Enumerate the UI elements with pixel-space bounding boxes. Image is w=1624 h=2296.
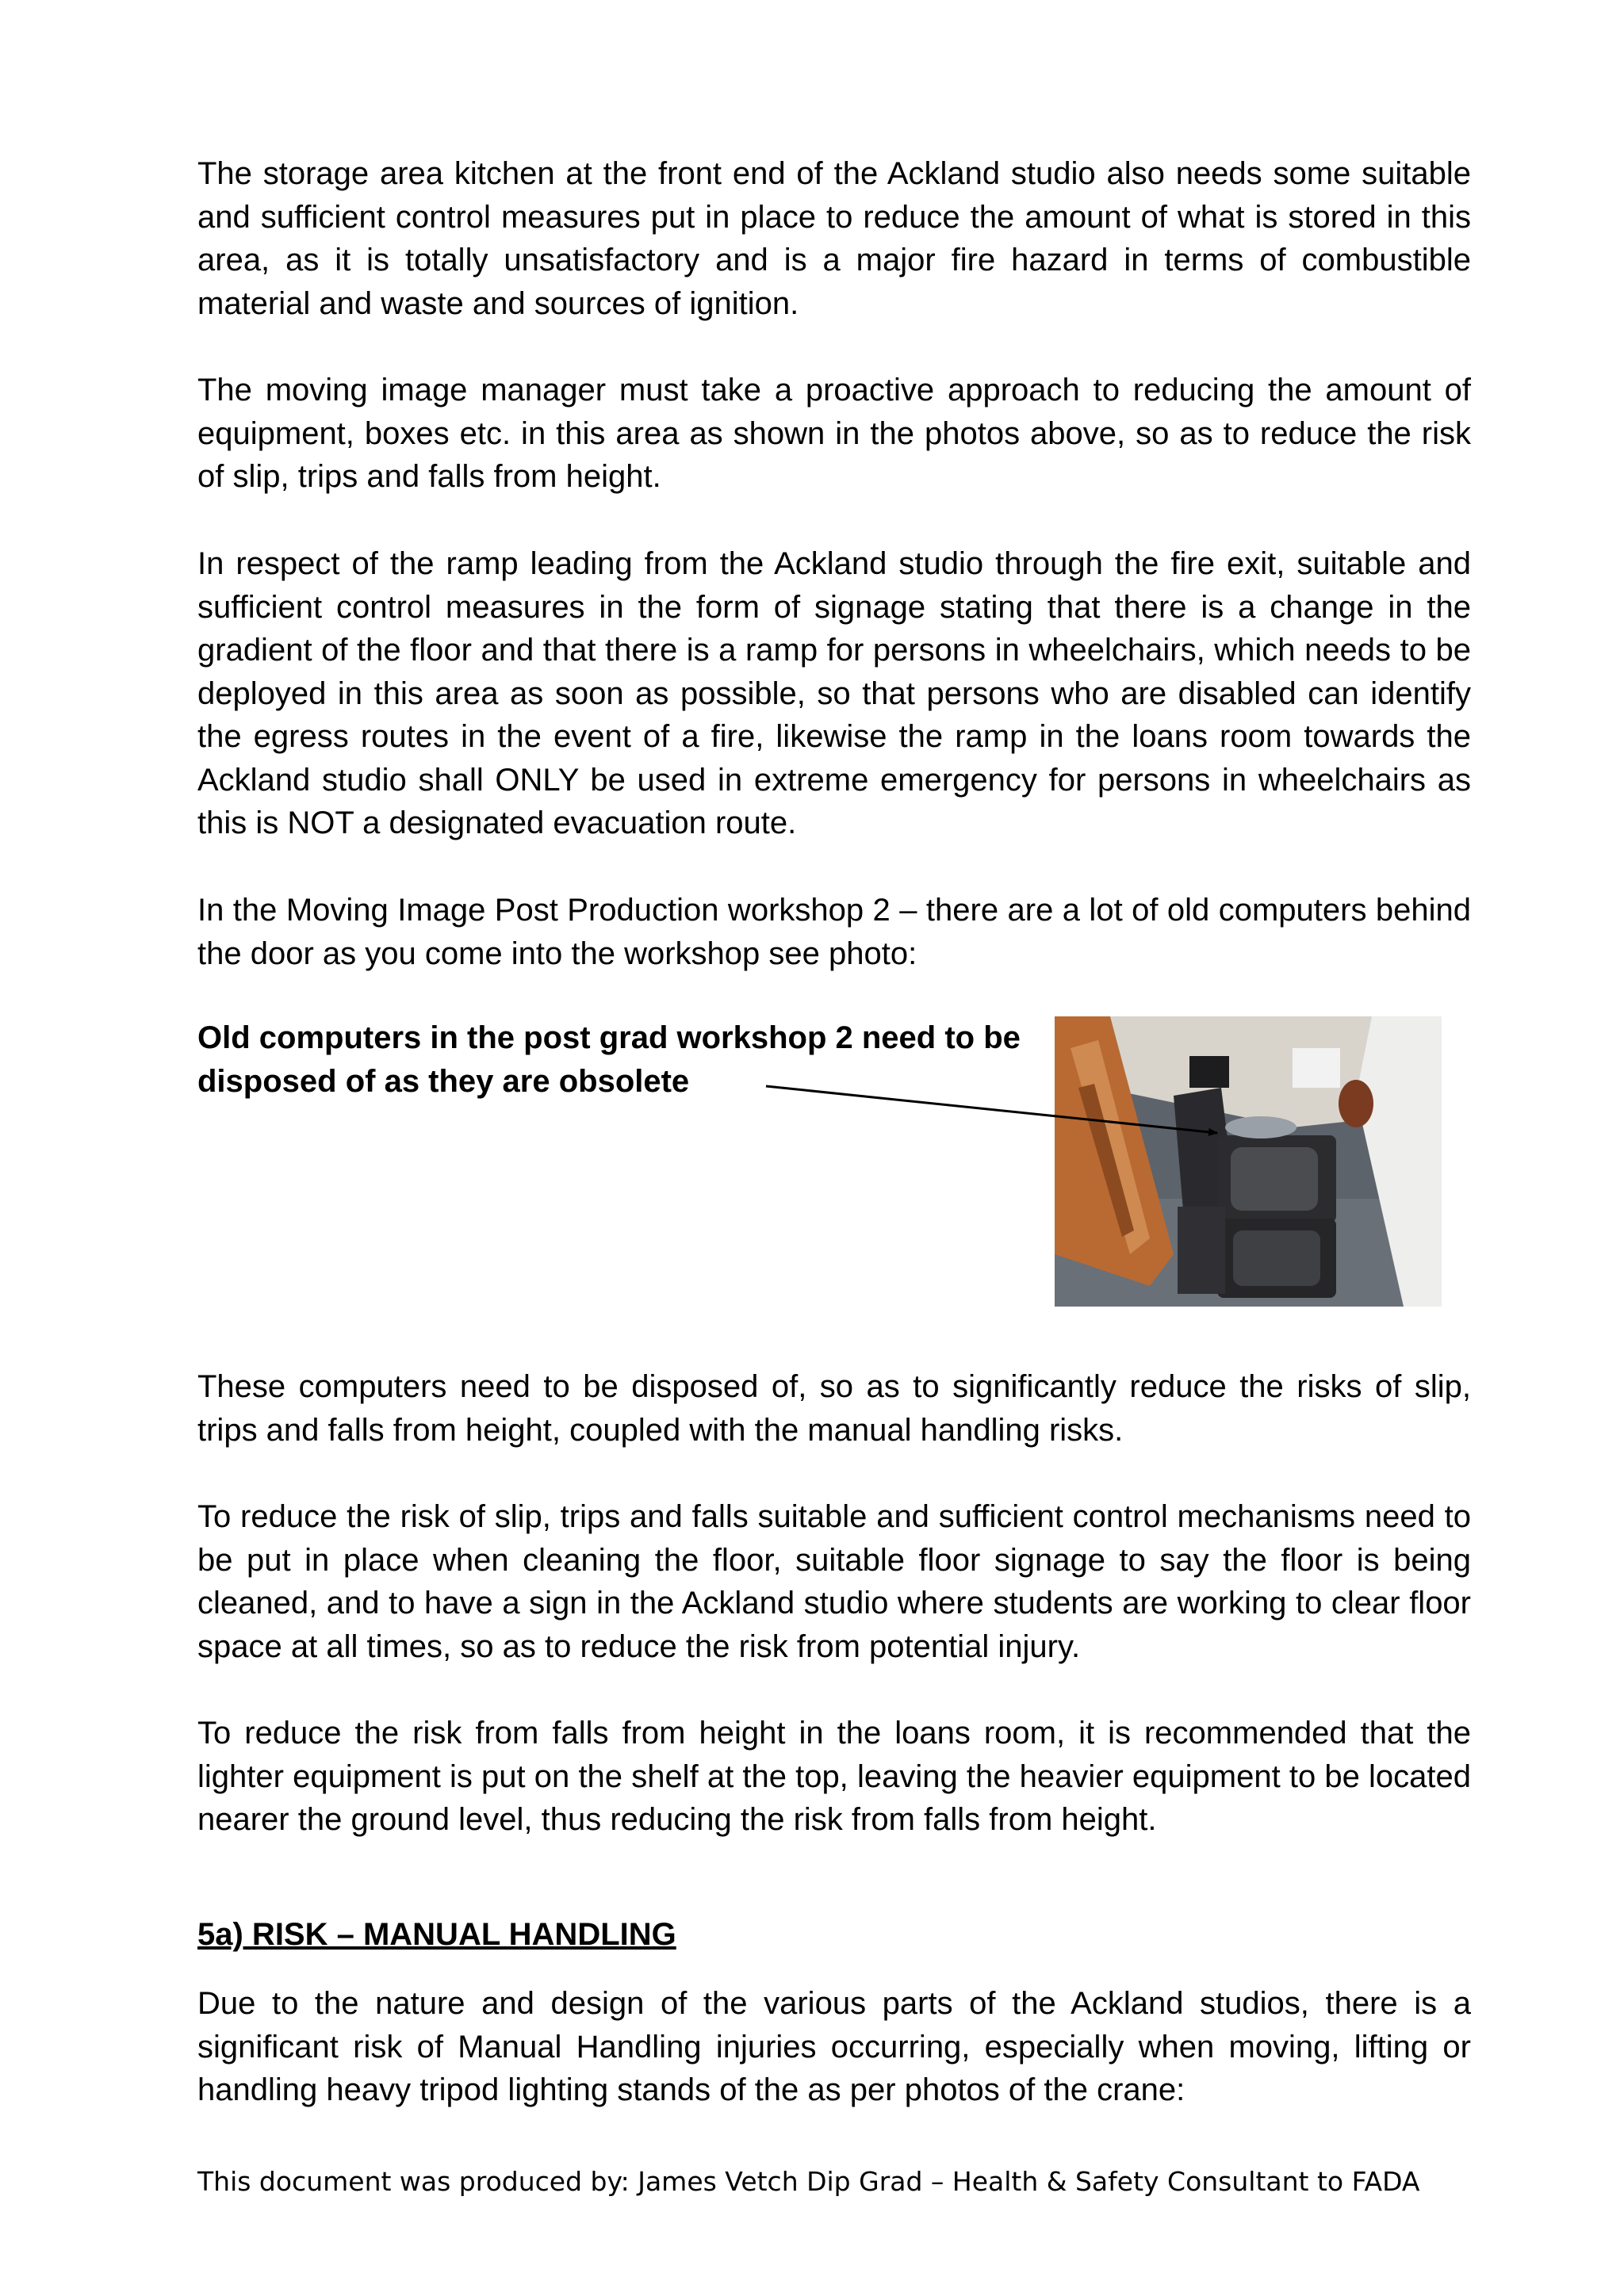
paragraph-ramp: In respect of the ramp leading from the Ackland studio through the fire exit, suitable and sufficient control measures in the form of signage stating that there is a change in the gradient of the floor and that there is a ramp for persons in wheelchairs, which needs to be deployed in this area as soon as possible, so that persons who are disabled can identify the egress routes in the event of a fire, likewise the ramp in the loans room towards the Ackland studio shall ONLY be used in extreme emergency for persons in wheelchairs as this is NOT a designated evacuation route. [197,546,1471,840]
paragraph-floor-cleaning: To reduce the risk of slip, trips and falls suitable and sufficient control mechanisms need to be put in place when cleaning the floor, suitable floor signage to say the floor is being cleaned, and to have a sign in the Ackland studio where students are working to clear floor space at all times, so as to reduce the risk from potential injury. [197,1499,1471,1664]
page-footer: This document was produced by: James Vetch Dip Grad – Health & Safety Consultant to FADA [197,2166,1420,2197]
paragraph-storage-kitchen: The storage area kitchen at the front end of the Ackland studio also needs some suitable and sufficient control measures put in place to reduce the amount of what is stored in this area, as it is totally unsatisfactory and is a major fire hazard in terms of combustible material and waste and sources of ignition. [197,156,1471,321]
paragraph-workshop-2: In the Moving Image Post Production workshop 2 – there are a lot of old computers behind the door as you come into the workshop see photo: [197,893,1471,971]
section-heading: 5a) RISK – MANUAL HANDLING [197,1917,676,1952]
paragraph-loans-room: To reduce the risk from falls from height in the loans room, it is recommended that the lighter equipment is put on the shelf at the top, leaving the heavier equipment to be located nearer the ground level, thus reducing the risk from falls from height. [197,1716,1471,1837]
old-computers-photo [1055,1016,1442,1307]
paragraph-dispose-computers: These computers need to be disposed of, so as to significantly reduce the risks of slip, trips and falls from height, coupled with the manual handling risks. [197,1369,1471,1448]
paragraph-moving-image-manager: The moving image manager must take a proactive approach to reducing the amount of equipment, boxes etc. in this area as shown in the photos above, so as to reduce the risk of slip, trips and falls from height. [197,373,1471,494]
photo-caption: Old computers in the post grad workshop 2 need to be disposed of as they are obsolete [197,1020,1021,1099]
paragraph-manual-handling: Due to the nature and design of the various parts of the Ackland studios, there is a significant risk of Manual Handling injuries occurring, especially when moving, lifting or handling heavy tripod lighting stands of the as per photos of the crane: [197,1986,1471,2107]
